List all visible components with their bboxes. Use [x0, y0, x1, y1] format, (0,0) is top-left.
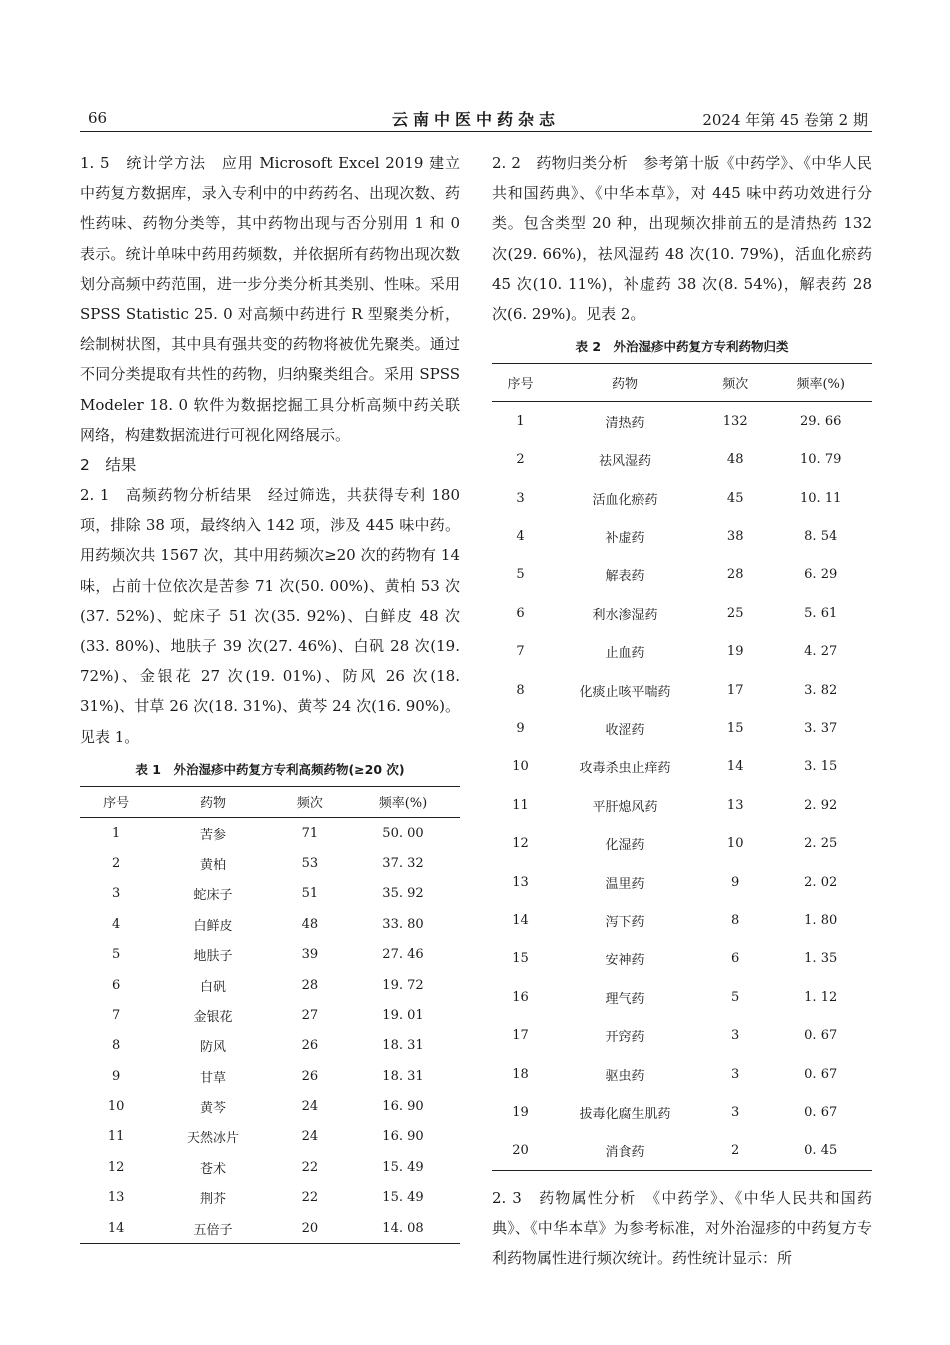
table-row [80, 1000, 460, 1030]
table-cell: 15 [726, 721, 744, 737]
table-cell: 清热药 [605, 415, 645, 431]
table-cell: 0. 67 [804, 1066, 838, 1082]
table-row [492, 1132, 872, 1171]
table-row [80, 1183, 460, 1213]
table-2-header-row [492, 364, 872, 402]
table-row [492, 402, 872, 441]
table-cell: 止血药 [605, 646, 645, 662]
table-cell: 补虚药 [605, 531, 645, 547]
table-cell: 五倍子 [152, 1213, 274, 1244]
table-cell: 12 [107, 1159, 125, 1175]
table-cell: 温里药 [605, 876, 645, 892]
table-row [492, 748, 872, 786]
table-row [492, 671, 872, 709]
table-cell: 6 [516, 605, 525, 621]
table-cell: 8 [111, 1038, 121, 1054]
table-row [492, 1093, 872, 1131]
table-row [80, 1061, 460, 1091]
table-cell: 14 [80, 1213, 152, 1244]
table-cell: 33. 80 [382, 916, 424, 932]
table-cell: 8 [731, 912, 740, 928]
table-cell: 4 [516, 529, 525, 545]
table-cell: 平肝熄风药 [592, 799, 658, 815]
table-cell: 开窍药 [605, 1030, 645, 1046]
table-cell: 蛇床子 [193, 888, 233, 904]
table-cell: 1. 35 [804, 951, 838, 967]
table-cell: 3 [516, 490, 525, 506]
table-row [492, 1055, 872, 1093]
table-cell: 3. 82 [804, 682, 838, 698]
table-cell: 11 [107, 1129, 125, 1145]
column-header: 序号 [492, 364, 549, 402]
table-cell: 荆芥 [199, 1192, 226, 1208]
table-cell: 解表药 [605, 569, 645, 585]
table-cell: 18. 31 [382, 1068, 424, 1084]
table-cell: 14 [512, 912, 529, 928]
table-cell: 3. 37 [804, 721, 838, 737]
table-row [492, 786, 872, 824]
table-cell: 祛风湿药 [598, 454, 651, 470]
table-cell: 37. 32 [382, 855, 424, 871]
table-cell: 防风 [199, 1040, 226, 1056]
table-cell: 拔毒化腐生肌药 [579, 1106, 671, 1122]
table-row [492, 1016, 872, 1054]
table-cell: 1. 12 [804, 989, 838, 1005]
table-row [492, 479, 872, 517]
table-cell: 20 [274, 1213, 346, 1244]
table-cell: 0. 45 [769, 1132, 872, 1171]
table-cell: 20 [492, 1132, 549, 1171]
table-row [80, 1091, 460, 1121]
table-cell: 5. 61 [804, 605, 838, 621]
table-2-body [492, 402, 872, 1171]
table-row [80, 970, 460, 1000]
table-cell: 22 [301, 1159, 319, 1175]
table-row [492, 594, 872, 632]
table-cell: 13 [107, 1190, 125, 1206]
table-cell: 51 [301, 886, 319, 902]
table-cell: 9 [731, 874, 740, 890]
table-cell: 1 [516, 413, 525, 429]
table-cell: 2 [516, 452, 525, 468]
table-cell: 48 [726, 452, 744, 468]
table-cell: 6 [111, 977, 121, 993]
page-header [80, 107, 872, 132]
table-cell: 38 [726, 529, 744, 545]
table-cell: 19 [512, 1104, 529, 1120]
table-cell: 19 [726, 644, 744, 660]
table-cell: 7 [111, 1007, 121, 1023]
table-2 [492, 363, 872, 1171]
table-cell: 黄柏 [199, 857, 226, 873]
table-cell: 0. 67 [804, 1104, 838, 1120]
table-cell: 4 [111, 916, 121, 932]
table-cell: 金银花 [193, 1009, 233, 1025]
table-cell: 苍术 [199, 1161, 226, 1177]
page-number: 66 [88, 109, 108, 127]
table-cell: 理气药 [605, 991, 645, 1007]
table-cell: 19. 01 [382, 1007, 424, 1023]
column-header: 频率(%) [346, 786, 460, 817]
table-cell: 6. 29 [804, 567, 838, 583]
table-cell: 2. 25 [804, 836, 838, 852]
table-1-caption: 表 1 外治湿疹中药复方专利高频药物(≥20 次) [135, 761, 405, 777]
table-cell: 35. 92 [382, 886, 424, 902]
table-cell: 14. 08 [346, 1213, 460, 1244]
table-cell: 10 [726, 836, 744, 852]
table-cell: 化痰止咳平喘药 [579, 684, 671, 700]
table-row [492, 901, 872, 939]
table-cell: 9 [516, 721, 525, 737]
table-row [80, 1213, 460, 1244]
table-cell: 24 [301, 1129, 319, 1145]
table-cell: 50. 00 [382, 825, 424, 841]
table-cell: 5 [111, 947, 121, 963]
table-row [492, 978, 872, 1016]
table-row [492, 940, 872, 978]
table-cell: 活血化瘀药 [592, 492, 658, 508]
table-cell: 5 [516, 567, 525, 583]
column-header: 序号 [80, 786, 152, 817]
table-cell: 驱虫药 [605, 1068, 645, 1084]
table-cell: 收涩药 [605, 723, 645, 739]
table-cell: 22 [301, 1190, 319, 1206]
table-cell: 29. 66 [800, 413, 842, 429]
table-cell: 3 [731, 1104, 740, 1120]
table-row [80, 848, 460, 878]
table-cell: 10. 79 [800, 452, 842, 468]
table-cell: 12 [512, 836, 529, 852]
table-1 [80, 786, 460, 1244]
table-cell: 黄芩 [199, 1101, 226, 1117]
table-cell: 16. 90 [382, 1129, 424, 1145]
table-cell: 15. 49 [382, 1159, 424, 1175]
table-cell: 15. 49 [382, 1190, 424, 1206]
section-1-5-paragraph: 1. 5 统计学方法 应用 Microsoft Excel 2019 建立中药复方数据库，录入专利中的中药药名、出现次数、药性药味、药物分类等，其中药物出现与否分别用 1 和 0 表示。统计单味中药用药频数，并依据所有药物出现次数划分高频中药范围，进一步分类分析其类别、性味。采用 SPSS Statistic 25. 0 对高频中药进行 R 型聚类分析，绘制树状图，其中具有强共变的药物将被优先聚类。通过不同分类提取有共性的药物，归纳聚类组合。采用 SPSS Modeler 18. 0 软件为数据挖掘工具分析高频中药关联网络，构建数据流进行可视化网络展示。 [80, 154, 460, 444]
table-cell: 甘草 [199, 1070, 226, 1086]
table-cell: 泻下药 [605, 914, 645, 930]
table-cell: 3 [111, 886, 121, 902]
table-row [80, 817, 460, 848]
section-2-3-paragraph: 2. 3 药物属性分析 《中药学》、《中华人民共和国药典》、《中华本草》为参考标准，对外治湿疹的中药复方专利药物属性进行频次统计。药性统计显示：所 [492, 1189, 872, 1268]
table-cell: 25 [726, 605, 744, 621]
table-row [492, 556, 872, 594]
table-cell: 26 [301, 1038, 319, 1054]
table-row [492, 517, 872, 555]
table-cell: 天然冰片 [186, 1131, 239, 1147]
column-header: 频次 [274, 786, 346, 817]
table-cell: 2 [111, 855, 121, 871]
table-cell: 17 [512, 1028, 529, 1044]
table-row [492, 441, 872, 479]
table-cell: 17 [726, 682, 744, 698]
table-row [492, 709, 872, 747]
table-cell: 2. 92 [804, 797, 838, 813]
table-cell: 3 [731, 1028, 740, 1044]
table-row [80, 939, 460, 969]
table-row [80, 879, 460, 909]
table-cell: 27 [301, 1007, 319, 1023]
table-1-body [80, 817, 460, 1243]
table-cell: 15 [512, 951, 529, 967]
table-cell: 安神药 [605, 953, 645, 969]
column-header: 频率(%) [769, 364, 872, 402]
table-cell: 11 [512, 797, 529, 813]
table-cell: 8. 54 [804, 529, 838, 545]
table-cell: 39 [301, 947, 319, 963]
table-2-caption: 表 2 外治湿疹中药复方专利药物归类 [575, 339, 789, 355]
table-cell: 苦参 [199, 827, 226, 843]
table-cell: 消食药 [549, 1132, 701, 1171]
table-cell: 2. 02 [804, 874, 838, 890]
table-cell: 10 [512, 759, 529, 775]
table-cell: 14 [726, 759, 744, 775]
table-cell: 化湿药 [605, 838, 645, 854]
table-cell: 1. 80 [804, 912, 838, 928]
issue-info: 2024 年第 45 卷第 2 期 [702, 111, 868, 129]
table-cell: 24 [301, 1099, 319, 1115]
table-cell: 9 [111, 1068, 121, 1084]
table-cell: 48 [301, 916, 319, 932]
table-cell: 1 [111, 825, 121, 841]
table-cell: 16 [512, 989, 529, 1005]
journal-title: 云南中医中药杂志 [391, 110, 560, 129]
table-cell: 19. 72 [382, 977, 424, 993]
table-cell: 0. 67 [804, 1028, 838, 1044]
table-cell: 13 [726, 797, 744, 813]
table-cell: 132 [722, 413, 748, 429]
section-2-1-paragraph: 2. 1 高频药物分析结果 经过筛选，共获得专利 180 项，排除 38 项，最终纳入 142 项，涉及 445 味中药。用药频次共 1567 次，其中用药频次≥20 次的药物有 14 味，占前十位依次是苦参 71 次(50. 00%)、黄柏 53 次(37. 52%)、蛇床子 51 次(35. 92%)、白鲜皮 48 次(33. 80%)、地肤子 39 次(27. 46%)、白矾 28 次(19. 72%)、金银花 27 次(19. 01%)、防风 26 次(18. 31%)、甘草 26 次(18. 31%)、黄芩 24 次(16. 90%)。见表 1。 [80, 486, 460, 746]
column-header: 药物 [152, 786, 274, 817]
table-row [492, 633, 872, 671]
table-cell: 28 [301, 977, 319, 993]
table-cell: 4. 27 [804, 644, 838, 660]
table-cell: 白鲜皮 [193, 918, 233, 934]
section-2-2-paragraph: 2. 2 药物归类分析 参考第十版《中药学》、《中华人民共和国药典》、《中华本草》，对 445 味中药功效进行分类。包含类型 20 种，出现频次排前五的是清热药 132 次(29. 66%)，祛风湿药 48 次(10. 79%)，活血化瘀药 45 次(10. 11%)，补虚药 38 次(8. 54%)，解表药 28 次(6. 29%)。见表 2。 [492, 154, 872, 324]
table-cell: 45 [726, 490, 744, 506]
column-header: 频次 [701, 364, 769, 402]
left-column [80, 148, 460, 1244]
table-row [492, 863, 872, 901]
table-cell: 攻毒杀虫止痒药 [579, 761, 671, 777]
table-cell: 26 [301, 1068, 319, 1084]
table-cell: 18. 31 [382, 1038, 424, 1054]
table-cell: 13 [512, 874, 529, 890]
table-cell: 8 [516, 682, 525, 698]
table-cell: 7 [516, 644, 525, 660]
table-cell: 71 [301, 825, 319, 841]
table-cell: 地肤子 [193, 949, 233, 965]
table-row [80, 1031, 460, 1061]
table-cell: 3. 15 [804, 759, 838, 775]
table-cell: 利水渗湿药 [592, 607, 658, 623]
table-cell: 白矾 [199, 979, 226, 995]
table-cell: 6 [731, 951, 740, 967]
section-2-heading: 2 结果 [80, 456, 137, 475]
table-cell: 10. 11 [800, 490, 842, 506]
table-row [80, 1152, 460, 1182]
table-row [80, 1122, 460, 1152]
table-cell: 3 [731, 1066, 740, 1082]
table-cell: 18 [512, 1066, 529, 1082]
table-cell: 28 [726, 567, 744, 583]
table-1-header-row [80, 786, 460, 817]
column-header: 药物 [549, 364, 701, 402]
table-cell: 53 [301, 855, 319, 871]
table-row [80, 909, 460, 939]
table-cell: 5 [731, 989, 740, 1005]
table-row [492, 825, 872, 863]
right-column [492, 148, 872, 1274]
table-cell: 16. 90 [382, 1099, 424, 1115]
table-cell: 2 [701, 1132, 769, 1171]
table-cell: 27. 46 [382, 947, 424, 963]
table-cell: 10 [107, 1099, 125, 1115]
